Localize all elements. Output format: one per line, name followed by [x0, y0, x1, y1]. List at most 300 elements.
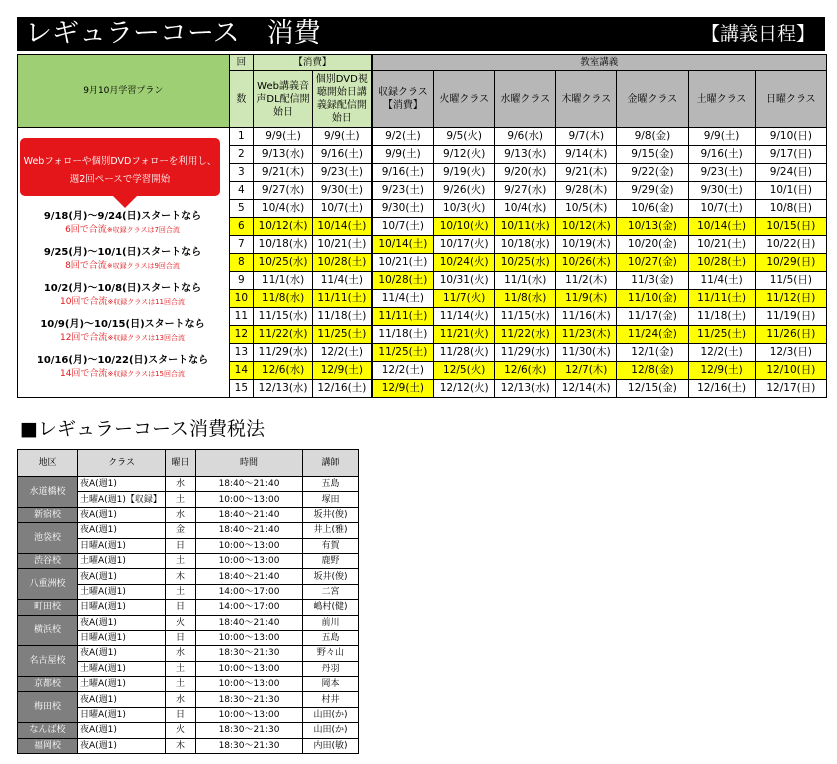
start-range: 9/18(月)～9/24(日)スタートなら [43, 211, 202, 222]
cell-tu: 9/5(火) [434, 128, 495, 146]
cell-d: 11/11(土) [313, 290, 372, 308]
tax-day: 火 [166, 723, 196, 738]
header-thu: 木曜クラス [556, 71, 617, 128]
cell-tu: 11/21(火) [434, 326, 495, 344]
header-shohi: 【消費】 [254, 55, 372, 71]
tax-row [18, 692, 359, 707]
tax-row [18, 553, 359, 568]
tax-class: 夜A(週1) [78, 615, 166, 630]
tax-row [18, 507, 359, 522]
merge-sub: ※収録クラスは11回合流 [107, 298, 185, 306]
cell-s: 11/4(土) [372, 290, 434, 308]
cell-w: 9/13(水) [254, 146, 313, 164]
cell-we: 10/25(水) [495, 254, 556, 272]
tax-time: 10:00～13:00 [196, 553, 303, 568]
tax-teacher: 坂井(俊) [303, 507, 359, 522]
tax-header-class: クラス [78, 450, 166, 477]
cell-su: 11/26(日) [755, 326, 826, 344]
tax-time: 18:30～21:30 [196, 738, 303, 753]
cell-w: 9/21(木) [254, 164, 313, 182]
tax-day: 日 [166, 600, 196, 615]
tax-area: 池袋校 [18, 523, 78, 554]
cell-tu: 10/3(火) [434, 200, 495, 218]
cell-d: 10/7(土) [313, 200, 372, 218]
cell-w: 10/18(水) [254, 236, 313, 254]
cell-fr: 9/8(金) [617, 128, 688, 146]
header-fri: 金曜クラス [617, 71, 688, 128]
cell-fr: 12/8(金) [617, 362, 688, 380]
tax-teacher: 前川 [303, 615, 359, 630]
cell-w: 10/4(水) [254, 200, 313, 218]
tax-teacher: 内田(敏) [303, 738, 359, 753]
cell-sa: 9/9(土) [688, 128, 755, 146]
cell-th: 9/21(木) [556, 164, 617, 182]
cell-s: 9/23(土) [372, 182, 434, 200]
cell-d: 10/21(土) [313, 236, 372, 254]
cell-s: 9/30(土) [372, 200, 434, 218]
header-sun: 日曜クラス [755, 71, 826, 128]
tax-day: 土 [166, 553, 196, 568]
start-range: 10/2(月)～10/8(日)スタートなら [43, 283, 202, 294]
cell-sa: 10/28(土) [688, 254, 755, 272]
cell-w: 9/9(土) [254, 128, 313, 146]
cell-su: 10/1(日) [755, 182, 826, 200]
tax-row [18, 600, 359, 615]
merge-note [20, 294, 225, 307]
tax-time: 18:40～21:40 [196, 615, 303, 630]
tax-row [18, 477, 359, 492]
cell-w: 9/27(水) [254, 182, 313, 200]
title-bar [17, 17, 825, 51]
tax-day: 日 [166, 630, 196, 645]
cell-n: 14 [229, 362, 253, 380]
tax-day: 水 [166, 477, 196, 492]
tax-teacher: 五島 [303, 477, 359, 492]
cell-sa: 10/14(土) [688, 218, 755, 236]
cell-su: 11/19(日) [755, 308, 826, 326]
start-range: 9/25(月)～10/1(日)スタートなら [43, 247, 202, 258]
cell-s: 12/9(土) [372, 380, 434, 398]
tax-header-time: 時間 [196, 450, 303, 477]
tax-class: 夜A(週1) [78, 477, 166, 492]
tax-day: 木 [166, 738, 196, 753]
cell-sa: 11/4(土) [688, 272, 755, 290]
cell-sa: 11/11(土) [688, 290, 755, 308]
tax-day: 土 [166, 677, 196, 692]
cell-th: 10/26(木) [556, 254, 617, 272]
tax-class: 夜A(週1) [78, 523, 166, 538]
header-tue: 火曜クラス [434, 71, 495, 128]
start-note [20, 315, 225, 343]
merge-count: 14回で合流 [59, 369, 108, 379]
cell-su: 10/22(日) [755, 236, 826, 254]
tax-day: 土 [166, 492, 196, 507]
merge-count: 6回で合流 [65, 225, 107, 235]
cell-d: 9/16(土) [313, 146, 372, 164]
tax-class: 夜A(週1) [78, 507, 166, 522]
tax-teacher: 山田(か) [303, 707, 359, 722]
cell-we: 9/6(水) [495, 128, 556, 146]
cell-s: 10/28(土) [372, 272, 434, 290]
cell-su: 12/3(日) [755, 344, 826, 362]
tax-class: 土曜A(週1) [78, 584, 166, 599]
cell-s: 11/11(土) [372, 308, 434, 326]
cell-fr: 10/27(金) [617, 254, 688, 272]
cell-d: 11/25(土) [313, 326, 372, 344]
cell-n: 6 [229, 218, 253, 236]
cell-n: 2 [229, 146, 253, 164]
cell-su: 10/15(日) [755, 218, 826, 236]
cell-fr: 9/29(金) [617, 182, 688, 200]
cell-sa: 10/7(土) [688, 200, 755, 218]
cell-tu: 9/12(火) [434, 146, 495, 164]
merge-count: 10回で合流 [59, 297, 108, 307]
cell-we: 9/27(水) [495, 182, 556, 200]
cell-n: 1 [229, 128, 253, 146]
cell-fr: 9/15(金) [617, 146, 688, 164]
tax-time: 14:00～17:00 [196, 584, 303, 599]
tax-area: 名古屋校 [18, 646, 78, 677]
cell-tu: 9/26(火) [434, 182, 495, 200]
cell-n: 11 [229, 308, 253, 326]
cell-n: 12 [229, 326, 253, 344]
cell-s: 10/21(土) [372, 254, 434, 272]
cell-fr: 11/24(金) [617, 326, 688, 344]
tax-row [18, 677, 359, 692]
cell-w: 11/29(水) [254, 344, 313, 362]
cell-d: 11/4(土) [313, 272, 372, 290]
cell-we: 12/6(水) [495, 362, 556, 380]
tax-class: 土曜A(週1) [78, 661, 166, 676]
cell-w: 10/25(水) [254, 254, 313, 272]
tax-class: 夜A(週1) [78, 723, 166, 738]
tax-teacher: 二宮 [303, 584, 359, 599]
cell-th: 12/7(木) [556, 362, 617, 380]
tax-area: 新宿校 [18, 507, 78, 522]
tax-time: 18:30～21:30 [196, 692, 303, 707]
tax-area: 八重洲校 [18, 569, 78, 600]
tax-day: 水 [166, 507, 196, 522]
tax-teacher: 五島 [303, 630, 359, 645]
cell-tu: 11/7(火) [434, 290, 495, 308]
page-title: レギュラーコース 消費 [25, 18, 321, 49]
start-note [20, 279, 225, 307]
tax-area: 水道橋校 [18, 477, 78, 508]
cell-we: 11/1(水) [495, 272, 556, 290]
cell-th: 9/7(木) [556, 128, 617, 146]
header-sat: 土曜クラス [688, 71, 755, 128]
tax-time: 18:40～21:40 [196, 523, 303, 538]
cell-s: 9/9(土) [372, 146, 434, 164]
schedule-row [18, 380, 827, 398]
cell-tu: 9/19(火) [434, 164, 495, 182]
cell-tu: 10/31(火) [434, 272, 495, 290]
tax-row [18, 615, 359, 630]
tax-class: 夜A(週1) [78, 646, 166, 661]
tax-area: 福岡校 [18, 738, 78, 753]
start-note [20, 351, 225, 379]
tax-class: 日曜A(週1) [78, 707, 166, 722]
cell-we: 12/13(水) [495, 380, 556, 398]
cell-n: 10 [229, 290, 253, 308]
tax-class: 夜A(週1) [78, 569, 166, 584]
cell-th: 11/2(木) [556, 272, 617, 290]
cell-su: 11/12(日) [755, 290, 826, 308]
cell-d: 12/2(土) [313, 344, 372, 362]
tax-row [18, 646, 359, 661]
tax-teacher: 有賀 [303, 538, 359, 553]
cell-we: 11/22(水) [495, 326, 556, 344]
tax-teacher: 塚田 [303, 492, 359, 507]
tax-header-day: 曜日 [166, 450, 196, 477]
tax-class: 土曜A(週1) [78, 553, 166, 568]
header-shuroku: 収録クラス【消費】 [372, 71, 434, 128]
cell-s: 10/14(土) [372, 236, 434, 254]
tax-area: 京都校 [18, 677, 78, 692]
tax-day: 水 [166, 646, 196, 661]
cell-sa: 12/2(土) [688, 344, 755, 362]
cell-th: 12/14(木) [556, 380, 617, 398]
cell-th: 11/9(木) [556, 290, 617, 308]
tax-time: 10:00～13:00 [196, 707, 303, 722]
tax-row [18, 569, 359, 584]
header-dvd: 個別DVD視聴開始日講義録配信開始日 [313, 71, 372, 128]
cell-su: 11/5(日) [755, 272, 826, 290]
tax-time: 10:00～13:00 [196, 538, 303, 553]
cell-fr: 11/10(金) [617, 290, 688, 308]
cell-w: 11/1(水) [254, 272, 313, 290]
cell-tu: 12/12(火) [434, 380, 495, 398]
tax-day: 日 [166, 707, 196, 722]
cell-fr: 9/22(金) [617, 164, 688, 182]
cell-d: 10/28(土) [313, 254, 372, 272]
tax-area: 横浜校 [18, 615, 78, 646]
tax-class: 夜A(週1) [78, 738, 166, 753]
header-web: Web講義音声DL配信開始日 [254, 71, 313, 128]
cell-th: 11/30(木) [556, 344, 617, 362]
cell-tu: 10/10(火) [434, 218, 495, 236]
merge-note [20, 366, 225, 379]
cell-d: 11/18(土) [313, 308, 372, 326]
tax-day: 木 [166, 569, 196, 584]
cell-fr: 10/20(金) [617, 236, 688, 254]
cell-th: 10/19(木) [556, 236, 617, 254]
cell-w: 10/12(木) [254, 218, 313, 236]
tax-day: 金 [166, 523, 196, 538]
cell-sa: 12/9(土) [688, 362, 755, 380]
header-wed: 水曜クラス [495, 71, 556, 128]
cell-d: 9/9(土) [313, 128, 372, 146]
merge-sub: ※収録クラスは7回合流 [106, 226, 180, 234]
tax-class: 土曜A(週1)【収録】 [78, 492, 166, 507]
cell-n: 3 [229, 164, 253, 182]
cell-n: 5 [229, 200, 253, 218]
cell-s: 11/25(土) [372, 344, 434, 362]
tax-time: 18:30～21:30 [196, 646, 303, 661]
section2-title: ■レギュラーコース消費税法 [20, 418, 266, 440]
tax-time: 10:00～13:00 [196, 677, 303, 692]
cell-s: 12/2(土) [372, 362, 434, 380]
cell-tu: 12/5(火) [434, 362, 495, 380]
tax-day: 火 [166, 615, 196, 630]
tax-row [18, 523, 359, 538]
cell-n: 8 [229, 254, 253, 272]
merge-count: 8回で合流 [65, 261, 107, 271]
cell-d: 9/23(土) [313, 164, 372, 182]
tax-area: なんば校 [18, 723, 78, 738]
cell-n: 15 [229, 380, 253, 398]
cell-w: 11/8(水) [254, 290, 313, 308]
cell-th: 9/28(木) [556, 182, 617, 200]
cell-sa: 9/30(土) [688, 182, 755, 200]
merge-sub: ※収録クラスは15回合流 [107, 370, 185, 378]
cell-th: 9/14(木) [556, 146, 617, 164]
tax-teacher: 井上(雅) [303, 523, 359, 538]
cell-sa: 10/21(土) [688, 236, 755, 254]
cell-n: 7 [229, 236, 253, 254]
cell-we: 10/18(水) [495, 236, 556, 254]
cell-th: 10/5(木) [556, 200, 617, 218]
cell-su: 12/17(日) [755, 380, 826, 398]
tax-teacher: 丹羽 [303, 661, 359, 676]
merge-sub: ※収録クラスは13回合流 [107, 334, 185, 342]
tax-day: 日 [166, 538, 196, 553]
cell-s: 10/7(土) [372, 218, 434, 236]
tax-area: 梅田校 [18, 692, 78, 723]
cell-su: 9/17(日) [755, 146, 826, 164]
start-range: 10/16(月)～10/22(日)スタートなら [36, 355, 209, 366]
tax-area: 渋谷校 [18, 553, 78, 568]
cell-we: 9/20(水) [495, 164, 556, 182]
cell-we: 11/29(水) [495, 344, 556, 362]
cell-w: 11/15(水) [254, 308, 313, 326]
cell-su: 10/29(日) [755, 254, 826, 272]
cell-su: 9/10(日) [755, 128, 826, 146]
cell-tu: 11/14(火) [434, 308, 495, 326]
cell-sa: 11/25(土) [688, 326, 755, 344]
cell-fr: 12/1(金) [617, 344, 688, 362]
tax-time: 18:40～21:40 [196, 569, 303, 584]
tax-teacher: 岡本 [303, 677, 359, 692]
cell-d: 12/9(土) [313, 362, 372, 380]
tax-day: 土 [166, 661, 196, 676]
cell-we: 10/4(水) [495, 200, 556, 218]
tax-class: 夜A(週1) [78, 692, 166, 707]
tax-teacher: 鹿野 [303, 553, 359, 568]
cell-d: 12/16(土) [313, 380, 372, 398]
cell-th: 10/12(木) [556, 218, 617, 236]
cell-th: 11/23(木) [556, 326, 617, 344]
cell-sa: 9/16(土) [688, 146, 755, 164]
cell-sa: 12/16(土) [688, 380, 755, 398]
callout-line1: Webフォローや個別DVDフォローを利用し、 [23, 156, 217, 167]
callout-line2: 週2回ペースで学習開始 [69, 174, 171, 185]
tax-time: 18:30～21:30 [196, 723, 303, 738]
tax-class: 土曜A(週1) [78, 677, 166, 692]
tax-time: 10:00～13:00 [196, 630, 303, 645]
cell-d: 9/30(土) [313, 182, 372, 200]
tax-area: 町田校 [18, 600, 78, 615]
cell-su: 12/10(日) [755, 362, 826, 380]
cell-n: 4 [229, 182, 253, 200]
cell-fr: 11/3(金) [617, 272, 688, 290]
start-note [20, 207, 225, 235]
start-range: 10/9(月)～10/15(日)スタートなら [40, 319, 205, 330]
cell-tu: 10/24(火) [434, 254, 495, 272]
header-kai: 回 [229, 55, 253, 71]
cell-sa: 9/23(土) [688, 164, 755, 182]
cell-w: 11/22(水) [254, 326, 313, 344]
tax-header-teacher: 講師 [303, 450, 359, 477]
tax-class: 日曜A(週1) [78, 630, 166, 645]
merge-count: 12回で合流 [59, 333, 108, 343]
tax-day: 土 [166, 584, 196, 599]
tax-time: 18:40～21:40 [196, 507, 303, 522]
tax-time: 10:00～13:00 [196, 661, 303, 676]
red-callout [20, 138, 220, 196]
cell-sa: 11/18(土) [688, 308, 755, 326]
tax-row [18, 738, 359, 753]
merge-note [20, 258, 225, 271]
tax-teacher: 野々山 [303, 646, 359, 661]
cell-fr: 12/15(金) [617, 380, 688, 398]
tax-row [18, 723, 359, 738]
tax-class: 日曜A(週1) [78, 538, 166, 553]
cell-th: 11/16(木) [556, 308, 617, 326]
cell-w: 12/13(水) [254, 380, 313, 398]
tax-time: 14:00～17:00 [196, 600, 303, 615]
tax-class: 日曜A(週1) [78, 600, 166, 615]
cell-tu: 11/28(火) [434, 344, 495, 362]
tax-time: 18:40～21:40 [196, 477, 303, 492]
header-su: 数 [229, 71, 253, 128]
tax-header-area: 地区 [18, 450, 78, 477]
tax-time: 10:00～13:00 [196, 492, 303, 507]
tax-teacher: 山田(か) [303, 723, 359, 738]
cell-n: 9 [229, 272, 253, 290]
cell-we: 11/8(水) [495, 290, 556, 308]
start-note [20, 243, 225, 271]
cell-su: 10/8(日) [755, 200, 826, 218]
schedule-label: 【講義日程】 [700, 23, 815, 45]
merge-note [20, 222, 225, 235]
merge-note [20, 330, 225, 343]
cell-fr: 10/6(金) [617, 200, 688, 218]
cell-w: 12/6(水) [254, 362, 313, 380]
cell-su: 9/24(日) [755, 164, 826, 182]
cell-fr: 10/13(金) [617, 218, 688, 236]
cell-s: 11/18(土) [372, 326, 434, 344]
cell-we: 10/11(水) [495, 218, 556, 236]
tax-teacher: 坂井(俊) [303, 569, 359, 584]
cell-n: 13 [229, 344, 253, 362]
cell-we: 9/13(水) [495, 146, 556, 164]
cell-s: 9/2(土) [372, 128, 434, 146]
cell-d: 10/14(土) [313, 218, 372, 236]
header-kyoshitsu: 教室講義 [372, 55, 827, 71]
cell-tu: 10/17(火) [434, 236, 495, 254]
cell-s: 9/16(土) [372, 164, 434, 182]
merge-sub: ※収録クラスは9回合流 [106, 262, 180, 270]
plan-label: 9月10月学習プラン [18, 55, 230, 128]
cell-fr: 11/17(金) [617, 308, 688, 326]
tax-class-table [17, 449, 359, 754]
left-blank-cell [18, 380, 230, 398]
cell-we: 11/15(水) [495, 308, 556, 326]
tax-teacher: 村井 [303, 692, 359, 707]
tax-day: 水 [166, 692, 196, 707]
tax-teacher: 嶋村(健) [303, 600, 359, 615]
